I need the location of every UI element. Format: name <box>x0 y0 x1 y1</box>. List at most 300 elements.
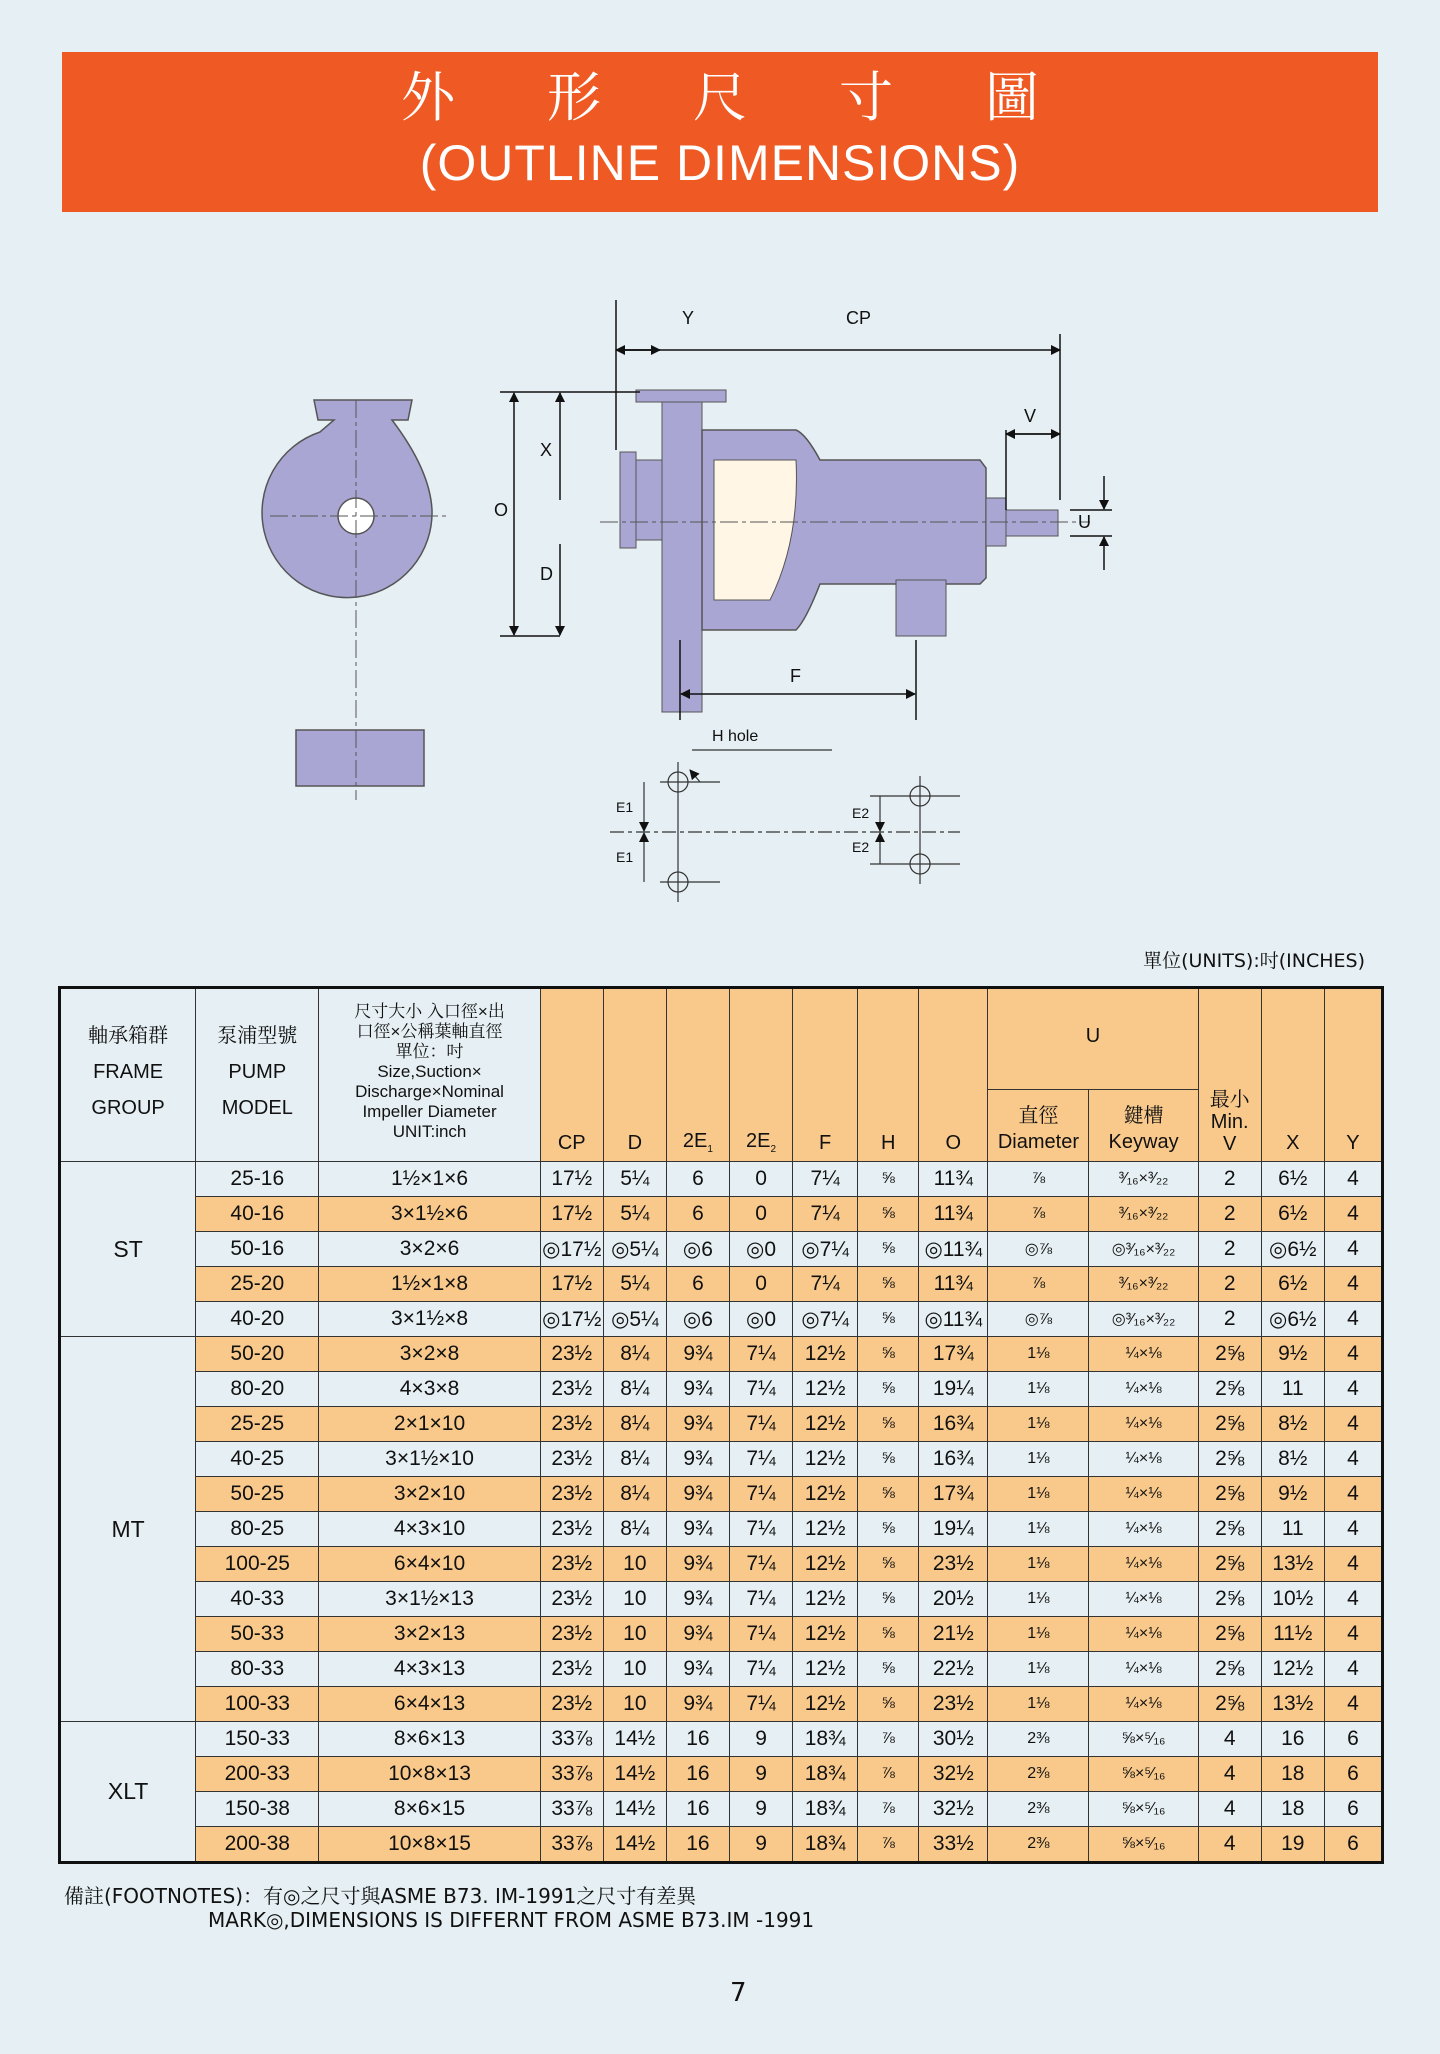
cell-u-diameter: 1⅛ <box>988 1687 1089 1722</box>
units-note: 單位(UNITS):吋(INCHES) <box>1143 950 1365 972</box>
cell-model: 50-33 <box>196 1617 319 1652</box>
dimensions-table <box>58 986 1384 1864</box>
cell-model: 25-25 <box>196 1407 319 1442</box>
cell-u-keyway: ¼×⅛ <box>1089 1687 1198 1722</box>
cell-d: 8¼ <box>603 1442 666 1477</box>
cell-h: ⅝ <box>858 1197 919 1232</box>
header-u: U <box>988 988 1198 1090</box>
cell-e2: 7¼ <box>729 1407 792 1442</box>
cell-x: 16 <box>1261 1722 1324 1757</box>
footnote-line-1: 備註(FOOTNOTES)：有◎之尺寸與ASME B73. IM-1991之尺寸有差異 <box>64 1884 697 1908</box>
table-row <box>60 1757 1383 1792</box>
cell-y: 6 <box>1324 1722 1382 1757</box>
header-2e1: $2E_1$ <box>666 988 729 1162</box>
cell-u-keyway: ¼×⅛ <box>1089 1617 1198 1652</box>
cell-size: 3×2×8 <box>319 1337 540 1372</box>
cell-y: 6 <box>1324 1792 1382 1827</box>
cell-e2: 7¼ <box>729 1652 792 1687</box>
cell-model: 200-38 <box>196 1827 319 1863</box>
cell-h: ⅝ <box>858 1617 919 1652</box>
cell-o: ◎11¾ <box>919 1302 988 1337</box>
cell-u-diameter: 1⅛ <box>988 1512 1089 1547</box>
cell-model: 50-16 <box>196 1232 319 1267</box>
table-row <box>60 1407 1383 1442</box>
header-y: Y <box>1324 988 1382 1162</box>
footnote-line-2: MARK◎,DIMENSIONS IS DIFFERNT FROM ASME B73.IM -1991 <box>208 1908 815 1932</box>
cell-model: 25-16 <box>196 1162 319 1197</box>
cell-u-keyway: ¼×⅛ <box>1089 1407 1198 1442</box>
cell-x: 6½ <box>1261 1267 1324 1302</box>
cell-u-keyway: ⅝×⁵⁄₁₆ <box>1089 1722 1198 1757</box>
cell-o: 16¾ <box>919 1407 988 1442</box>
cell-e1: 6 <box>666 1162 729 1197</box>
cell-size: 4×3×13 <box>319 1652 540 1687</box>
cell-h: ⅝ <box>858 1407 919 1442</box>
cell-u-diameter: 2⅜ <box>988 1722 1089 1757</box>
cell-e2: 7¼ <box>729 1337 792 1372</box>
cell-u-diameter: 2⅜ <box>988 1757 1089 1792</box>
table-row <box>60 1652 1383 1687</box>
cell-f: 12½ <box>793 1337 858 1372</box>
label-e2-top: E2 <box>852 805 870 821</box>
cell-f: 7¼ <box>793 1267 858 1302</box>
cell-u-keyway: ¼×⅛ <box>1089 1547 1198 1582</box>
table-row <box>60 1337 1383 1372</box>
cell-f: 12½ <box>793 1547 858 1582</box>
cell-x: 13½ <box>1261 1547 1324 1582</box>
cell-h: ⅝ <box>858 1652 919 1687</box>
cell-d: 14½ <box>603 1792 666 1827</box>
cell-u-diameter: 1⅛ <box>988 1652 1089 1687</box>
cell-y: 4 <box>1324 1407 1382 1442</box>
cell-o: ◎11¾ <box>919 1232 988 1267</box>
cell-u-keyway: ³⁄₁₆×³⁄₂₂ <box>1089 1197 1198 1232</box>
header-frame-group: 軸承箱群 FRAME GROUP <box>60 988 196 1162</box>
cell-u-diameter: 1⅛ <box>988 1442 1089 1477</box>
label-y: Y <box>682 308 695 328</box>
cell-y: 4 <box>1324 1547 1382 1582</box>
cell-size: 3×2×13 <box>319 1617 540 1652</box>
cell-y: 4 <box>1324 1477 1382 1512</box>
cell-y: 4 <box>1324 1232 1382 1267</box>
cell-e2: 7¼ <box>729 1687 792 1722</box>
cell-x: 10½ <box>1261 1582 1324 1617</box>
cell-y: 4 <box>1324 1197 1382 1232</box>
cell-x: ◎6½ <box>1261 1232 1324 1267</box>
cell-h: ⅝ <box>858 1337 919 1372</box>
cell-u-diameter: 1⅛ <box>988 1372 1089 1407</box>
cell-u-keyway: ³⁄₁₆×³⁄₂₂ <box>1089 1162 1198 1197</box>
cell-x: 18 <box>1261 1792 1324 1827</box>
cell-v: 2⅝ <box>1198 1547 1261 1582</box>
cell-f: ◎7¼ <box>793 1302 858 1337</box>
cell-o: 30½ <box>919 1722 988 1757</box>
cell-u-diameter: ⅞ <box>988 1197 1089 1232</box>
table-row <box>60 1477 1383 1512</box>
cell-size: 3×1½×6 <box>319 1197 540 1232</box>
cell-model: 25-20 <box>196 1267 319 1302</box>
table-row <box>60 1162 1383 1197</box>
page-number: 7 <box>730 1978 747 2008</box>
cell-y: 4 <box>1324 1512 1382 1547</box>
cell-size: 8×6×15 <box>319 1792 540 1827</box>
cell-size: 1½×1×6 <box>319 1162 540 1197</box>
cell-model: 100-25 <box>196 1547 319 1582</box>
cell-x: 9½ <box>1261 1477 1324 1512</box>
cell-model: 150-33 <box>196 1722 319 1757</box>
side-view <box>600 390 1090 712</box>
cell-h: ⅝ <box>858 1302 919 1337</box>
cell-f: 18¾ <box>793 1792 858 1827</box>
cell-o: 22½ <box>919 1652 988 1687</box>
header-2e2: $2E_2$ <box>729 988 792 1162</box>
cell-size: 3×1½×8 <box>319 1302 540 1337</box>
cell-cp: ◎17½ <box>540 1302 603 1337</box>
header-cp: CP <box>540 988 603 1162</box>
cell-u-keyway: ¼×⅛ <box>1089 1652 1198 1687</box>
title-chinese: 外形尺寸圖 <box>401 66 1131 129</box>
cell-y: 4 <box>1324 1652 1382 1687</box>
cell-f: 12½ <box>793 1617 858 1652</box>
cell-v: 4 <box>1198 1827 1261 1863</box>
cell-o: 11¾ <box>919 1162 988 1197</box>
cell-e1: 9¾ <box>666 1687 729 1722</box>
cell-y: 4 <box>1324 1162 1382 1197</box>
header-pump-model: 泵浦型號 PUMP MODEL <box>196 988 319 1162</box>
cell-e1: 9¾ <box>666 1582 729 1617</box>
cell-model: 40-20 <box>196 1302 319 1337</box>
cell-f: 12½ <box>793 1582 858 1617</box>
cell-e1: 9¾ <box>666 1617 729 1652</box>
cell-cp: 17½ <box>540 1162 603 1197</box>
cell-e1: 9¾ <box>666 1652 729 1687</box>
cell-f: 7¼ <box>793 1162 858 1197</box>
header-d: D <box>603 988 666 1162</box>
cell-v: 2⅝ <box>1198 1442 1261 1477</box>
label-u: U <box>1078 512 1091 532</box>
cell-o: 23½ <box>919 1547 988 1582</box>
cell-size: 3×1½×13 <box>319 1582 540 1617</box>
cell-h: ⅞ <box>858 1722 919 1757</box>
cell-d: 8¼ <box>603 1337 666 1372</box>
label-d: D <box>540 564 553 584</box>
cell-v: 2⅝ <box>1198 1582 1261 1617</box>
cell-u-diameter: ⅞ <box>988 1162 1089 1197</box>
cell-h: ⅞ <box>858 1827 919 1863</box>
bolt-hole-detail <box>610 750 960 902</box>
cell-e2: 9 <box>729 1792 792 1827</box>
cell-x: 19 <box>1261 1827 1324 1863</box>
cell-model: 200-33 <box>196 1757 319 1792</box>
cell-u-keyway: ◎³⁄₁₆×³⁄₂₂ <box>1089 1232 1198 1267</box>
cell-cp: 33⅞ <box>540 1722 603 1757</box>
header-size: 尺寸大小 入口徑×出 口徑×公稱葉軸直徑 單位：吋 Size,Suction× Discharge×Nominal Impeller Diameter UNIT:inch <box>319 988 540 1162</box>
cell-f: 18¾ <box>793 1757 858 1792</box>
label-f: F <box>790 666 801 686</box>
cell-f: 7¼ <box>793 1197 858 1232</box>
cell-size: 4×3×10 <box>319 1512 540 1547</box>
frame-group-cell: MT <box>60 1337 196 1722</box>
cell-model: 80-20 <box>196 1372 319 1407</box>
cell-h: ⅝ <box>858 1687 919 1722</box>
cell-cp: 23½ <box>540 1547 603 1582</box>
table-row <box>60 1687 1383 1722</box>
label-e1-bottom: E1 <box>616 849 634 865</box>
cell-cp: 23½ <box>540 1407 603 1442</box>
cell-e1: ◎6 <box>666 1302 729 1337</box>
cell-e2: ◎0 <box>729 1232 792 1267</box>
cell-v: 2 <box>1198 1302 1261 1337</box>
cell-size: 1½×1×8 <box>319 1267 540 1302</box>
cell-h: ⅝ <box>858 1267 919 1302</box>
cell-o: 20½ <box>919 1582 988 1617</box>
table-row <box>60 1302 1383 1337</box>
cell-f: 12½ <box>793 1477 858 1512</box>
cell-u-keyway: ³⁄₁₆×³⁄₂₂ <box>1089 1267 1198 1302</box>
cell-e2: 7¼ <box>729 1442 792 1477</box>
cell-h: ⅞ <box>858 1757 919 1792</box>
cell-x: 8½ <box>1261 1407 1324 1442</box>
cell-v: 2 <box>1198 1232 1261 1267</box>
cell-x: 6½ <box>1261 1197 1324 1232</box>
cell-o: 17¾ <box>919 1477 988 1512</box>
cell-o: 11¾ <box>919 1267 988 1302</box>
cell-size: 10×8×15 <box>319 1827 540 1863</box>
cell-e2: 0 <box>729 1197 792 1232</box>
cell-v: 2⅝ <box>1198 1512 1261 1547</box>
table-row <box>60 1792 1383 1827</box>
cell-d: 10 <box>603 1652 666 1687</box>
cell-e2: 0 <box>729 1267 792 1302</box>
cell-f: ◎7¼ <box>793 1232 858 1267</box>
cell-f: 18¾ <box>793 1722 858 1757</box>
cell-e2: 7¼ <box>729 1512 792 1547</box>
cell-cp: 23½ <box>540 1582 603 1617</box>
header-h: H <box>858 988 919 1162</box>
cell-u-diameter: 1⅛ <box>988 1617 1089 1652</box>
cell-o: 16¾ <box>919 1442 988 1477</box>
cell-cp: 17½ <box>540 1267 603 1302</box>
header-f: F <box>793 988 858 1162</box>
table-row <box>60 1267 1383 1302</box>
cell-size: 6×4×13 <box>319 1687 540 1722</box>
cell-f: 18¾ <box>793 1827 858 1863</box>
cell-e1: 6 <box>666 1267 729 1302</box>
cell-size: 2×1×10 <box>319 1407 540 1442</box>
cell-d: 10 <box>603 1617 666 1652</box>
cell-size: 8×6×13 <box>319 1722 540 1757</box>
cell-u-diameter: 2⅜ <box>988 1792 1089 1827</box>
cell-cp: 17½ <box>540 1197 603 1232</box>
cell-e1: 9¾ <box>666 1407 729 1442</box>
label-x: X <box>540 440 553 460</box>
cell-o: 32½ <box>919 1792 988 1827</box>
cell-cp: ◎17½ <box>540 1232 603 1267</box>
cell-v: 2⅝ <box>1198 1407 1261 1442</box>
cell-u-diameter: 1⅛ <box>988 1337 1089 1372</box>
cell-u-diameter: ◎⅞ <box>988 1232 1089 1267</box>
cell-e1: ◎6 <box>666 1232 729 1267</box>
cell-v: 4 <box>1198 1757 1261 1792</box>
cell-v: 2 <box>1198 1162 1261 1197</box>
cell-v: 4 <box>1198 1792 1261 1827</box>
label-o: O <box>494 500 509 520</box>
cell-cp: 23½ <box>540 1372 603 1407</box>
cell-y: 4 <box>1324 1267 1382 1302</box>
cell-d: 10 <box>603 1547 666 1582</box>
cell-cp: 23½ <box>540 1617 603 1652</box>
cell-e2: 7¼ <box>729 1582 792 1617</box>
label-e1-top: E1 <box>616 799 634 815</box>
cell-f: 12½ <box>793 1442 858 1477</box>
table-row <box>60 1442 1383 1477</box>
cell-y: 4 <box>1324 1687 1382 1722</box>
cell-cp: 23½ <box>540 1442 603 1477</box>
cell-x: 9½ <box>1261 1337 1324 1372</box>
table-row <box>60 1197 1383 1232</box>
cell-e1: 6 <box>666 1197 729 1232</box>
cell-u-keyway: ⅝×⁵⁄₁₆ <box>1089 1827 1198 1863</box>
cell-v: 2⅝ <box>1198 1652 1261 1687</box>
cell-cp: 23½ <box>540 1652 603 1687</box>
cell-e1: 16 <box>666 1757 729 1792</box>
cell-size: 6×4×10 <box>319 1547 540 1582</box>
cell-d: 10 <box>603 1582 666 1617</box>
cell-u-diameter: ◎⅞ <box>988 1302 1089 1337</box>
cell-d: 14½ <box>603 1722 666 1757</box>
cell-cp: 33⅞ <box>540 1792 603 1827</box>
cell-x: 13½ <box>1261 1687 1324 1722</box>
cell-h: ⅝ <box>858 1162 919 1197</box>
cell-d: 5¼ <box>603 1162 666 1197</box>
pump-outline-drawing <box>0 300 1440 940</box>
cell-o: 19¼ <box>919 1512 988 1547</box>
cell-d: ◎5¼ <box>603 1302 666 1337</box>
cell-d: 8¼ <box>603 1407 666 1442</box>
cell-h: ⅞ <box>858 1792 919 1827</box>
cell-model: 80-25 <box>196 1512 319 1547</box>
cell-model: 40-25 <box>196 1442 319 1477</box>
cell-y: 4 <box>1324 1302 1382 1337</box>
header-u-diameter: 直徑 Diameter <box>988 1090 1089 1162</box>
cell-model: 100-33 <box>196 1687 319 1722</box>
cell-size: 3×2×6 <box>319 1232 540 1267</box>
cell-u-diameter: ⅞ <box>988 1267 1089 1302</box>
cell-y: 4 <box>1324 1337 1382 1372</box>
cell-u-keyway: ¼×⅛ <box>1089 1337 1198 1372</box>
cell-o: 21½ <box>919 1617 988 1652</box>
cell-u-keyway: ¼×⅛ <box>1089 1512 1198 1547</box>
label-cp: CP <box>846 308 872 328</box>
cell-f: 12½ <box>793 1652 858 1687</box>
cell-v: 2⅝ <box>1198 1372 1261 1407</box>
cell-model: 50-25 <box>196 1477 319 1512</box>
cell-v: 2 <box>1198 1267 1261 1302</box>
cell-u-diameter: 2⅜ <box>988 1827 1089 1863</box>
cell-v: 4 <box>1198 1722 1261 1757</box>
cell-f: 12½ <box>793 1512 858 1547</box>
cell-e2: 7¼ <box>729 1372 792 1407</box>
cell-o: 32½ <box>919 1757 988 1792</box>
cell-d: ◎5¼ <box>603 1232 666 1267</box>
cell-o: 23½ <box>919 1687 988 1722</box>
cell-e2: 7¼ <box>729 1617 792 1652</box>
cell-y: 4 <box>1324 1617 1382 1652</box>
cell-h: ⅝ <box>858 1442 919 1477</box>
cell-u-keyway: ¼×⅛ <box>1089 1442 1198 1477</box>
cell-y: 4 <box>1324 1442 1382 1477</box>
title-banner <box>62 52 1378 212</box>
cell-d: 14½ <box>603 1757 666 1792</box>
cell-u-diameter: 1⅛ <box>988 1547 1089 1582</box>
cell-size: 4×3×8 <box>319 1372 540 1407</box>
table-row <box>60 1547 1383 1582</box>
frame-group-cell: ST <box>60 1162 196 1337</box>
cell-f: 12½ <box>793 1687 858 1722</box>
cell-e1: 9¾ <box>666 1547 729 1582</box>
cell-y: 4 <box>1324 1372 1382 1407</box>
cell-x: 11 <box>1261 1372 1324 1407</box>
cell-model: 50-20 <box>196 1337 319 1372</box>
cell-d: 5¼ <box>603 1197 666 1232</box>
table-row <box>60 1827 1383 1863</box>
cell-h: ⅝ <box>858 1582 919 1617</box>
cell-x: 11 <box>1261 1512 1324 1547</box>
cell-size: 3×1½×10 <box>319 1442 540 1477</box>
cell-d: 8¼ <box>603 1372 666 1407</box>
header-o: O <box>919 988 988 1162</box>
cell-cp: 33⅞ <box>540 1757 603 1792</box>
cell-d: 10 <box>603 1687 666 1722</box>
cell-u-keyway: ¼×⅛ <box>1089 1582 1198 1617</box>
cell-e2: 7¼ <box>729 1477 792 1512</box>
label-e2-bottom: E2 <box>852 839 870 855</box>
cell-u-keyway: ⅝×⁵⁄₁₆ <box>1089 1757 1198 1792</box>
table-row <box>60 1722 1383 1757</box>
cell-x: ◎6½ <box>1261 1302 1324 1337</box>
cell-model: 40-33 <box>196 1582 319 1617</box>
header-min-v: 最小 Min. V <box>1198 988 1261 1162</box>
cell-v: 2⅝ <box>1198 1477 1261 1512</box>
cell-f: 12½ <box>793 1407 858 1442</box>
cell-d: 5¼ <box>603 1267 666 1302</box>
header-u-keyway: 鍵槽 Keyway <box>1089 1090 1198 1162</box>
cell-e1: 9¾ <box>666 1337 729 1372</box>
cell-e1: 9¾ <box>666 1442 729 1477</box>
cell-model: 150-38 <box>196 1792 319 1827</box>
header-x: X <box>1261 988 1324 1162</box>
cell-x: 12½ <box>1261 1652 1324 1687</box>
cell-x: 18 <box>1261 1757 1324 1792</box>
cell-u-diameter: 1⅛ <box>988 1407 1089 1442</box>
label-v: V <box>1024 406 1037 426</box>
cell-u-keyway: ¼×⅛ <box>1089 1477 1198 1512</box>
cell-v: 2⅝ <box>1198 1337 1261 1372</box>
cell-d: 8¼ <box>603 1477 666 1512</box>
cell-e2: 7¼ <box>729 1547 792 1582</box>
cell-e2: 0 <box>729 1162 792 1197</box>
cell-o: 33½ <box>919 1827 988 1863</box>
cell-e1: 9¾ <box>666 1477 729 1512</box>
cell-e1: 16 <box>666 1792 729 1827</box>
cell-model: 80-33 <box>196 1652 319 1687</box>
cell-f: 12½ <box>793 1372 858 1407</box>
cell-v: 2⅝ <box>1198 1617 1261 1652</box>
cell-o: 19¼ <box>919 1372 988 1407</box>
cell-u-keyway: ◎³⁄₁₆×³⁄₂₂ <box>1089 1302 1198 1337</box>
cell-e2: 9 <box>729 1757 792 1792</box>
cell-x: 11½ <box>1261 1617 1324 1652</box>
